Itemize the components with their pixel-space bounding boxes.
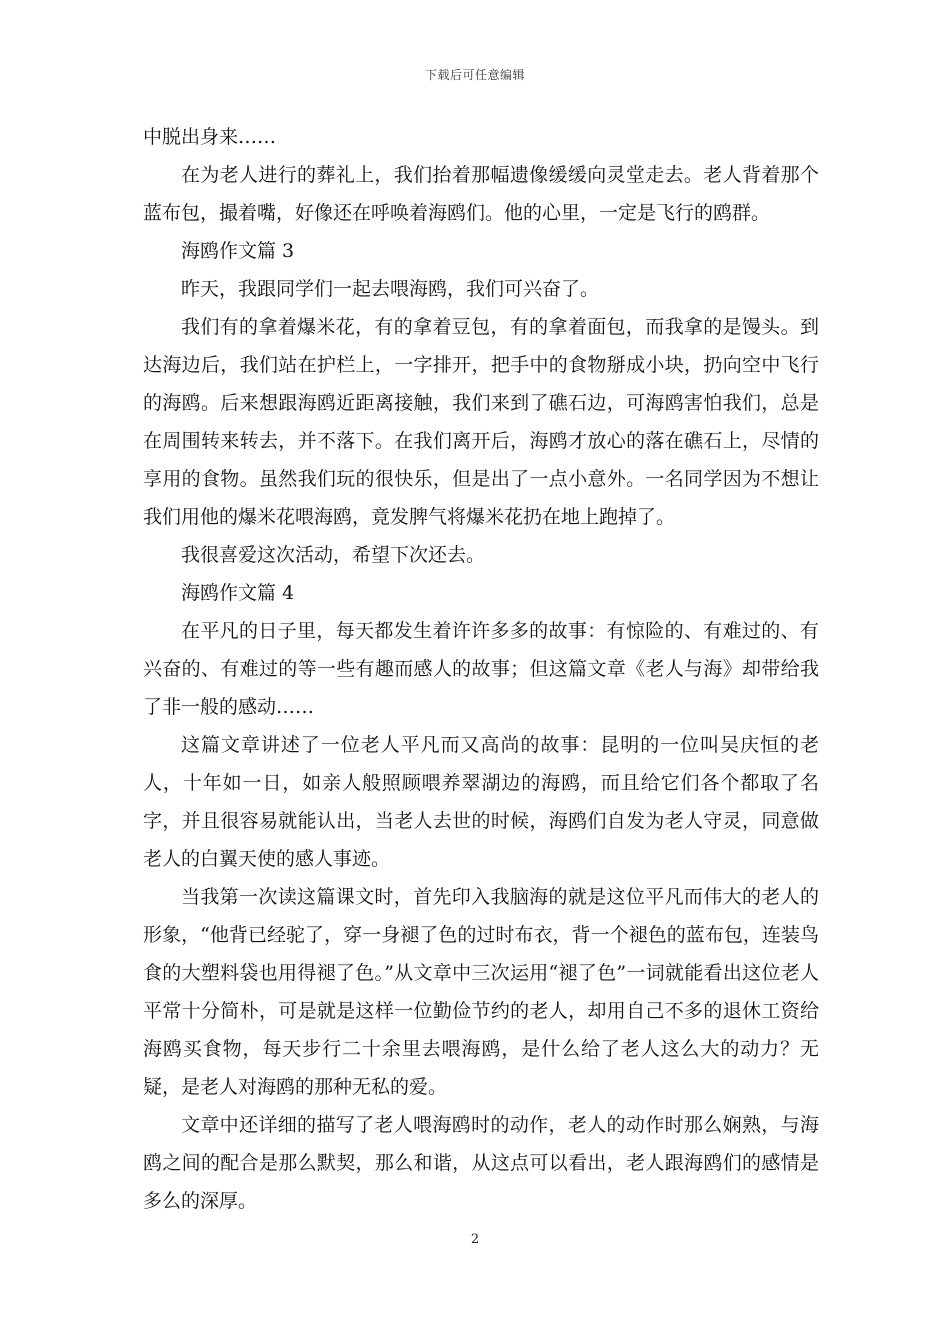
document-body — [143, 118, 819, 1220]
section-heading-3: 海鸥作文篇 3 — [181, 240, 295, 262]
paragraph-like-activity: 我很喜爱这次活动，希望下次还去。 — [181, 544, 486, 566]
paragraph-funeral: 在为老人进行的葬礼上，我们抬着那幅遗像缓缓向灵堂走去。老人背着那个蓝布包，撮着嘴，好像还在呼唤着海鸥们。他的心里，一定是飞行的鸥群。 — [143, 164, 819, 224]
paragraph-feeding: 我们有的拿着爆米花，有的拿着豆包，有的拿着面包，而我拿的是馒头。到达海边后，我们站在护栏上，一字排开，把手中的食物掰成小块，扔向空中飞行的海鸥。后来想跟海鸥近距离接触，我们来到了礁石边，可海鸥害怕我们，总是在周围转来转去，并不落下。在我们离开后，海鸥才放心的落在礁石上，尽情的享用的食物。虽然我们玩的很快乐，但是出了一点小意外。一名同学因为不想让我们用他的爆米花喂海鸥，竟发脾气将爆米花扔在地上跑掉了。 — [143, 316, 819, 528]
paragraph-ordinary-days: 在平凡的日子里，每天都发生着许许多多的故事：有惊险的、有难过的、有兴奋的、有难过的等一些有趣而感人的故事；但这篇文章《老人与海》却带给我了非一般的感动…… — [143, 620, 819, 718]
paragraph-continuation: 中脱出身来…… — [143, 126, 277, 148]
paragraph-first-reading: 当我第一次读这篇课文时，首先印入我脑海的就是这位平凡而伟大的老人的形象，“他背已经驼了，穿一身褪了色的过时布衣，背一个褪色的蓝布包，连装鸟食的大塑料袋也用得褪了色。”从文章中三次运用“褪了色”一词就能看出这位老人平常十分简朴，可是就是这样一位勤俭节约的老人，却用自己不多的退休工资给海鸥买食物，每天步行二十余里去喂海鸥，是什么给了老人这么大的动力？无疑，是老人对海鸥的那种无私的爱。 — [143, 886, 819, 1098]
page-number: 2 — [470, 1232, 480, 1247]
section-heading-4: 海鸥作文篇 4 — [181, 582, 295, 604]
paragraph-story-summary: 这篇文章讲述了一位老人平凡而又高尚的故事：昆明的一位叫吴庆恒的老人，十年如一日，如亲人般照顾喂养翠湖边的海鸥，而且给它们各个都取了名字，并且很容易就能认出，当老人去世的时候，海鸥们自发为老人守灵，同意做老人的白翼天使的感人事迹。 — [143, 734, 819, 870]
paragraph-yesterday: 昨天，我跟同学们一起去喂海鸥，我们可兴奋了。 — [181, 278, 600, 300]
page-header: 下载后可任意编辑 — [424, 68, 525, 82]
paragraph-detailed-description: 文章中还详细的描写了老人喂海鸥时的动作，老人的动作时那么娴熟，与海鸥之间的配合是那么默契，那么和谐，从这点可以看出，老人跟海鸥们的感情是多么的深厚。 — [143, 1114, 819, 1212]
